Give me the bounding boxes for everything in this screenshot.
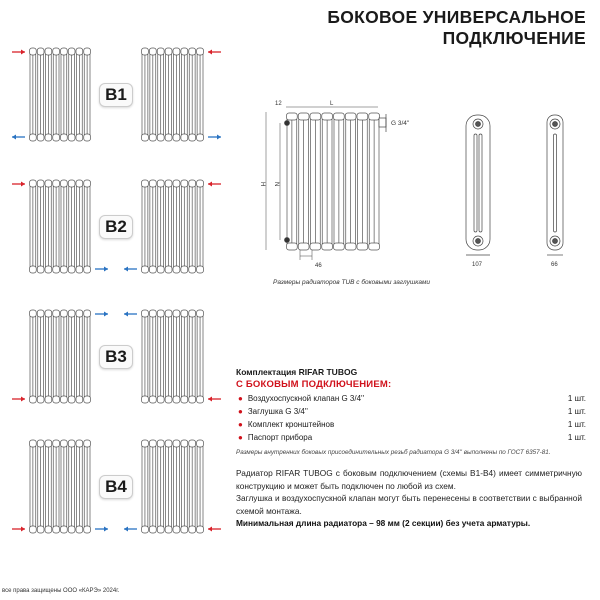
flow-arrow-icon [12, 397, 25, 402]
plug-icon [285, 121, 290, 126]
radiator-icon [30, 48, 91, 141]
kit-item-qty: 1 шт. [567, 407, 586, 416]
bullet-icon: ● [238, 407, 243, 416]
dim-H: H [259, 182, 265, 187]
flow-arrow-icon [208, 527, 221, 532]
kit-item-name: Паспорт прибора [247, 433, 313, 442]
bullet-icon: ● [238, 394, 243, 403]
kit-item-qty: 1 шт. [567, 433, 586, 442]
kit-item-qty: 1 шт. [567, 420, 586, 429]
drawing-caption: Размеры радиаторов TUB с боковыми заглушками [273, 279, 431, 286]
title-line-2: ПОДКЛЮЧЕНИЕ [442, 28, 586, 48]
kit-item [236, 392, 586, 405]
scheme-label-b2: B2 [99, 215, 133, 239]
radiator-icon [142, 48, 204, 141]
flow-arrow-icon [124, 267, 137, 272]
dim-107: 107 [472, 262, 483, 268]
radiator-icon [142, 180, 204, 273]
scheme-label-b3: B3 [99, 345, 133, 369]
flow-arrow-icon [95, 312, 108, 317]
flow-arrow-icon [12, 527, 25, 532]
kit-item-qty: 1 шт. [567, 394, 586, 403]
flow-arrow-icon [208, 397, 221, 402]
kit-item-name: Воздухоспускной клапан G 3/4'' [247, 394, 365, 403]
kit-item-name: Комплект кронштейнов [247, 420, 335, 429]
flow-arrow-icon [12, 135, 25, 140]
description-p1: Радиатор RIFAR TUBOG с боковым подключением (схемы B1-B4) имеет симметричную конструкцию и может быть подключен по любой из схем. [236, 468, 582, 491]
kit-heading: Комплектация RIFAR TUBOG [236, 367, 358, 377]
scheme-label-b1: B1 [99, 83, 133, 107]
flow-arrow-icon [124, 527, 137, 532]
kit-item [236, 431, 586, 444]
copyright: все права защищены ООО «КАРЭ» 2024г. [2, 588, 120, 594]
plug-icon [285, 238, 290, 243]
dim-66: 66 [551, 262, 558, 268]
dim-thread: G 3/4'' [391, 120, 410, 127]
kit-item [236, 405, 586, 418]
title-line-1: БОКОВОЕ УНИВЕРСАЛЬНОЕ [327, 7, 586, 27]
technical-drawing [250, 90, 590, 280]
radiator-icon [30, 440, 91, 533]
description [236, 467, 582, 530]
kit-list [236, 392, 586, 444]
kit-section [236, 367, 586, 456]
flow-arrow-icon [95, 267, 108, 272]
dim-46: 46 [315, 263, 322, 269]
description-p2: Заглушка и воздухоспускной клапан могут быть перенесены в соответствии с выбранной схемой монтажа. [236, 493, 582, 516]
dim-12: 12 [275, 101, 282, 107]
scheme-label-b4: B4 [99, 475, 133, 499]
side-view-107 [466, 115, 490, 255]
bullet-icon: ● [238, 420, 243, 429]
flow-arrow-icon [95, 527, 108, 532]
kit-item-name: Заглушка G 3/4'' [247, 407, 308, 416]
flow-arrow-icon [208, 50, 221, 55]
radiator-icon [30, 180, 91, 273]
flow-arrow-icon [124, 312, 137, 317]
page-title [327, 7, 586, 49]
flow-arrow-icon [208, 135, 221, 140]
kit-note: Размеры внутренних боковых присоединительных резьб радиатора G 3/4'' выполнены по ГОСТ 6357-81. [236, 449, 551, 456]
radiator-icon [142, 440, 204, 533]
radiator-icon [30, 310, 91, 403]
side-view-66 [547, 115, 563, 255]
kit-item [236, 418, 586, 431]
radiator-icon [142, 310, 204, 403]
bullet-icon: ● [238, 433, 243, 442]
kit-subheading: С БОКОВЫМ ПОДКЛЮЧЕНИЕМ: [236, 379, 392, 390]
dim-N: N [273, 182, 279, 187]
flow-arrow-icon [12, 182, 25, 187]
dim-L: L [330, 101, 334, 107]
description-p3: Минимальная длина радиатора – 98 мм (2 секции) без учета арматуры. [236, 518, 531, 528]
flow-arrow-icon [12, 50, 25, 55]
radiator-icon [287, 113, 380, 250]
flow-arrow-icon [208, 182, 221, 187]
